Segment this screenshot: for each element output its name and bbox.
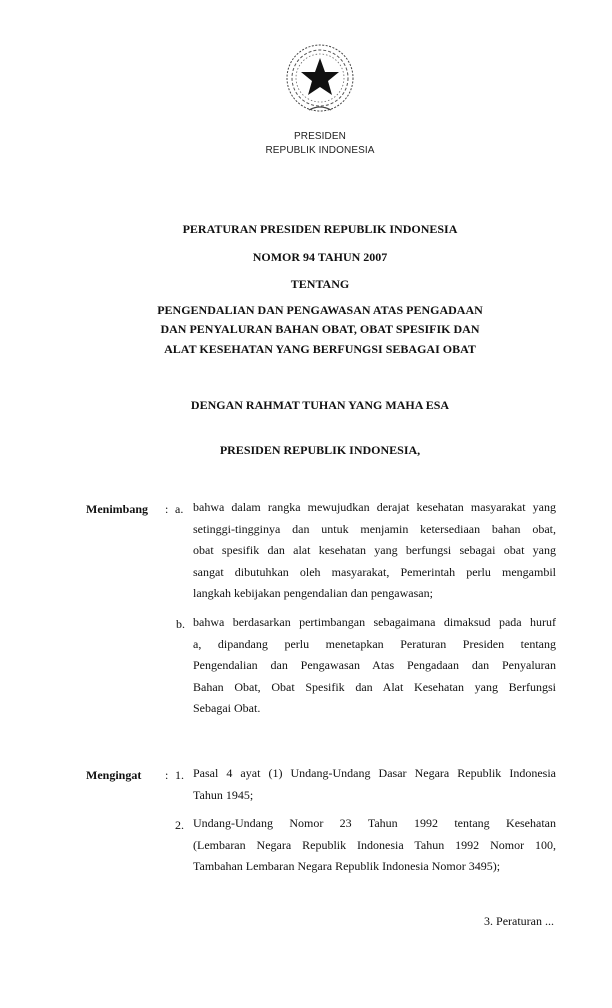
mengingat-item-1: [193, 763, 556, 806]
regulation-tentang: TENTANG: [290, 277, 350, 291]
text-line: Sebagai Obat.: [193, 701, 261, 716]
regulation-subject-line-1: PENGENDALIAN DAN PENGAWASAN ATAS PENGADAAN: [157, 303, 483, 317]
page-continuation: 3. Peraturan ...: [484, 914, 554, 928]
regulation-subject-line-3: ALAT KESEHATAN YANG BERFUNGSI SEBAGAI OBAT: [164, 342, 476, 356]
mengingat-colon: :: [165, 768, 169, 782]
text-line: Tahun 1945;: [193, 787, 254, 802]
text-line: Pasal 4 ayat (1) Undang-Undang Dasar Negara Republik Indonesia: [193, 766, 556, 780]
header-republik-indonesia: REPUBLIK INDONESIA: [265, 145, 375, 156]
mengingat-item-2-marker: 2.: [175, 818, 184, 832]
menimbang-colon: :: [165, 502, 169, 516]
text-line: sangat dibutuhkan oleh masyarakat, Pemerintah perlu mengambil: [193, 564, 556, 579]
president-line: PRESIDEN REPUBLIK INDONESIA,: [219, 443, 421, 457]
text-line: Undang-Undang Nomor 23 Tahun 1992 tentang Kesehatan: [193, 816, 556, 830]
text-line: setinggi-tingginya dan untuk menjamin ketersediaan bahan obat,: [193, 521, 556, 536]
menimbang-label: Menimbang: [86, 502, 149, 516]
blessing-line: DENGAN RAHMAT TUHAN YANG MAHA ESA: [190, 398, 450, 412]
menimbang-item-b: [193, 612, 556, 720]
text-line: Pengendalian dan Pengawasan Atas Pengadaan dan Penyaluran: [193, 658, 556, 673]
menimbang-item-b-marker: b.: [176, 617, 185, 631]
menimbang-item-a-marker: a.: [175, 502, 184, 516]
header-presiden: PRESIDEN: [294, 131, 346, 142]
menimbang-item-a: [193, 497, 556, 605]
text-line: a, dipandang perlu menetapkan Peraturan Presiden tentang: [193, 636, 556, 651]
text-line: Tambahan Lembaran Negara Republik Indonesia Nomor 3495);: [193, 859, 501, 874]
text-line: langkah kebijakan pengendalian dan pengawasan;: [193, 586, 433, 601]
text-line: Bahan Obat, Obat Spesifik dan Alat Kesehatan yang Berfungsi: [193, 679, 556, 694]
text-line: (Lembaran Negara Republik Indonesia Tahun 1992 Nomor 100,: [193, 837, 556, 852]
regulation-number: NOMOR 94 TAHUN 2007: [252, 250, 388, 264]
regulation-title: PERATURAN PRESIDEN REPUBLIK INDONESIA: [182, 222, 458, 236]
mengingat-item-2: [193, 813, 556, 878]
text-line: obat spesifik dan alat kesehatan yang berfungsi sebagai obat yang: [193, 543, 556, 558]
regulation-subject-line-2: DAN PENYALURAN BAHAN OBAT, OBAT SPESIFIK DAN: [160, 322, 480, 336]
mengingat-item-1-marker: 1.: [175, 768, 184, 782]
garuda-star-emblem-icon: [281, 40, 359, 118]
text-line: bahwa dalam rangka mewujudkan derajat kesehatan masyarakat yang: [193, 500, 556, 514]
mengingat-label: Mengingat: [86, 768, 142, 782]
text-line: bahwa berdasarkan pertimbangan sebagaimana dimaksud pada huruf: [193, 615, 556, 629]
